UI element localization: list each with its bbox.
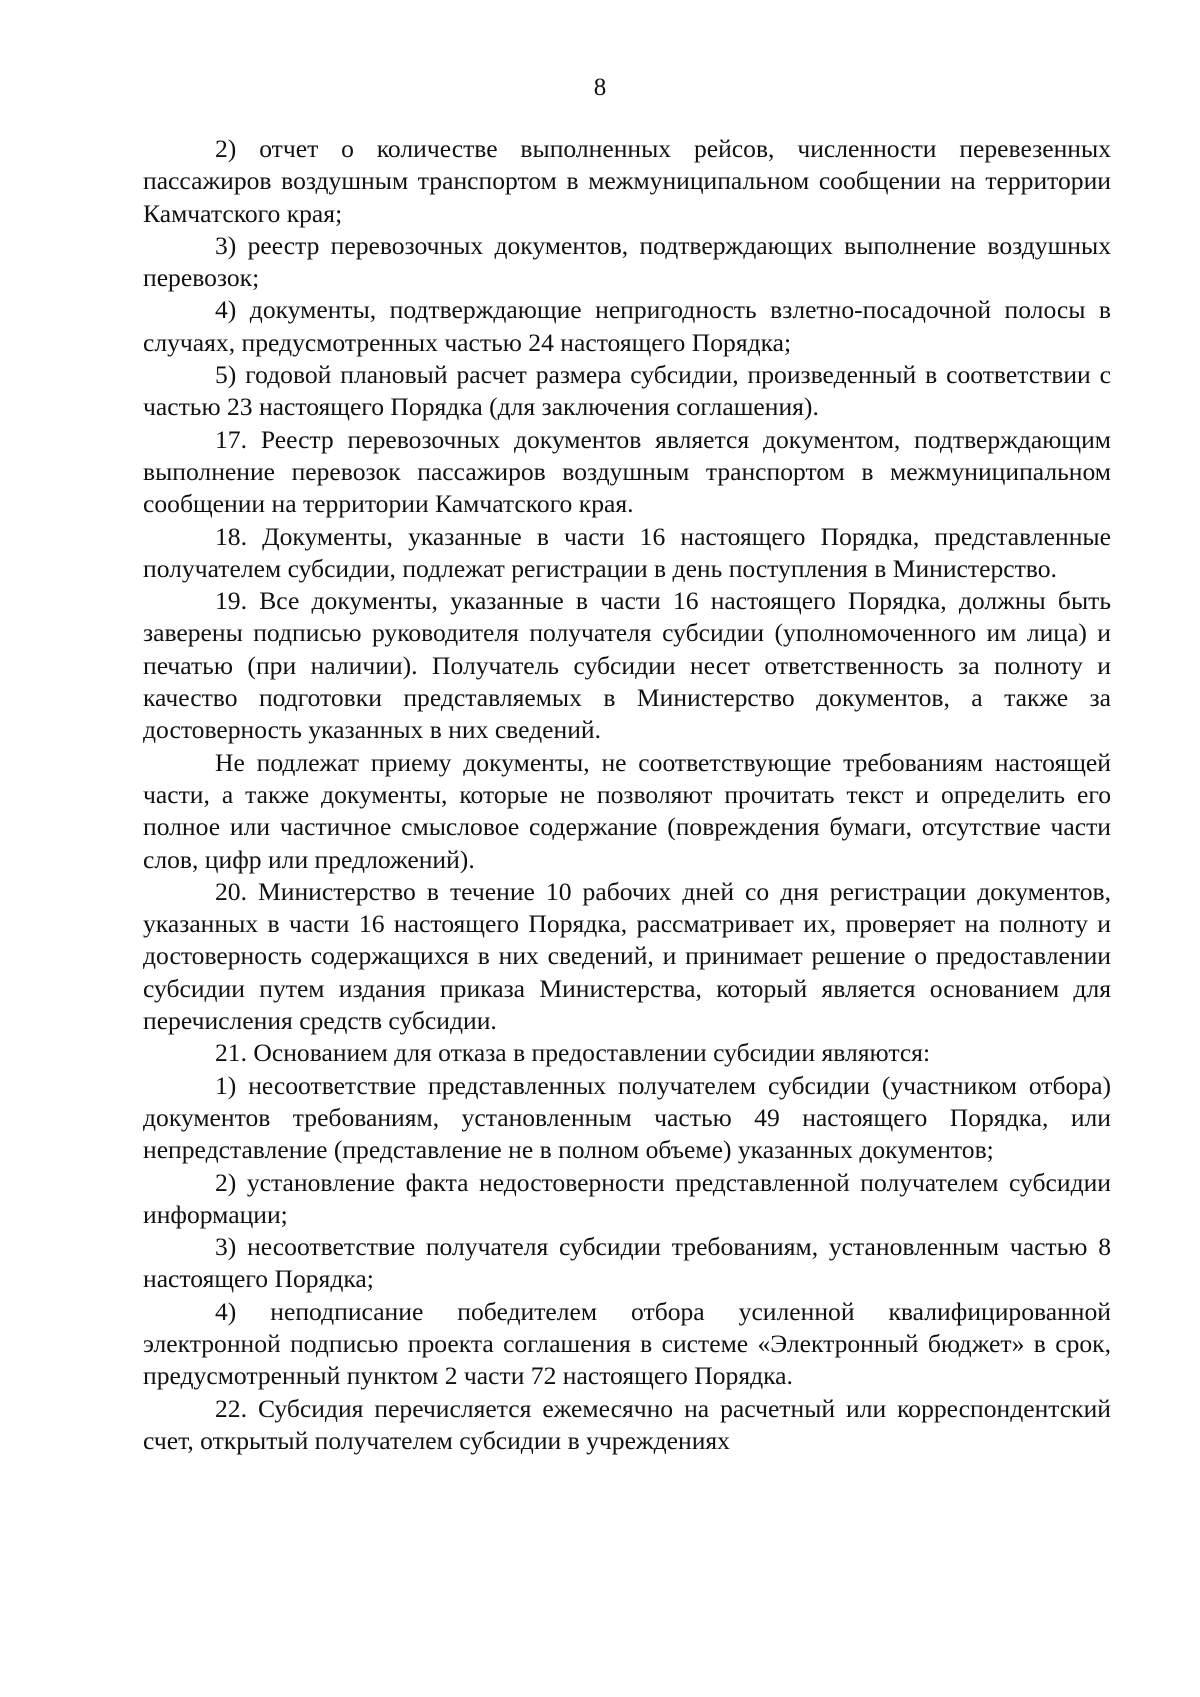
paragraph-19: 19. Все документы, указанные в части 16 настоящего Порядка, должны быть заверены подписью руководителя получателя субсидии (уполномоченного им лица) и печатью (при наличии). Получатель субсидии несет ответственность за полноту и качество подготовки представляемых в Министерство документов, а также за достоверность указанных в них сведений. bbox=[143, 586, 1111, 745]
paragraph-21-item-3: 3) несоответствие получателя субсидии требованиям, установленным частью 8 настоящего Порядка; bbox=[143, 1232, 1111, 1294]
document-body bbox=[143, 133, 1111, 1457]
paragraph-21: 21. Основанием для отказа в предоставлении субсидии являются: bbox=[215, 1038, 931, 1068]
paragraph-item-3: 3) реестр перевозочных документов, подтверждающих выполнение воздушных перевозок; bbox=[143, 230, 1111, 293]
page-number: 8 bbox=[593, 74, 607, 101]
paragraph-20: 20. Министерство в течение 10 рабочих дней со дня регистрации документов, указанных в части 16 настоящего Порядка, рассматривает их, проверяет на полноту и достоверность содержащихся в них сведений, и принимает решение о предоставлении субсидии путем издания приказа Министерства, который является основанием для перечисления средств субсидии. bbox=[143, 876, 1111, 1036]
paragraph-19-continued: Не подлежат приему документы, не соответствующие требованиям настоящей части, а также документы, которые не позволяют прочитать текст и определить его полное или частичное смысловое содержание (повреждения бумаги, отсутствие части слов, цифр или предложений). bbox=[143, 747, 1111, 874]
paragraph-21-item-1: 1) несоответствие представленных получателем субсидии (участником отбора) документов требованиям, установленным частью 49 настоящего Порядка, или непредставление (представление не в полном объеме) указанных документов; bbox=[143, 1070, 1111, 1165]
paragraph-item-4: 4) документы, подтверждающие непригодность взлетно-посадочной полосы в случаях, предусмотренных частью 24 настоящего Порядка; bbox=[143, 295, 1111, 357]
paragraph-18: 18. Документы, указанные в части 16 настоящего Порядка, представленные получателем субсидии, подлежат регистрации в день поступления в Министерство. bbox=[143, 521, 1111, 583]
paragraph-21-item-2: 2) установление факта недостоверности представленной получателем субсидии информации; bbox=[143, 1167, 1111, 1229]
paragraph-item-5: 5) годовой плановый расчет размера субсидии, произведенный в соответствии с частью 23 настоящего Порядка (для заключения соглашения). bbox=[143, 360, 1111, 422]
paragraph-item-2: 2) отчет о количестве выполненных рейсов, численности перевезенных пассажиров воздушным транспортом в межмуниципальном сообщении на территории Камчатского края; bbox=[143, 134, 1111, 228]
paragraph-22: 22. Субсидия перечисляется ежемесячно на расчетный или корреспондентский счет, открытый получателем субсидии в учреждениях bbox=[143, 1393, 1111, 1455]
paragraph-21-item-4: 4) неподписание победителем отбора усиленной квалифицированной электронной подписью проекта соглашения в системе «Электронный бюджет» в срок, предусмотренный пунктом 2 части 72 настоящего Порядка. bbox=[143, 1296, 1111, 1391]
paragraph-17: 17. Реестр перевозочных документов является документом, подтверждающим выполнение перевозок пассажиров воздушным транспортом в межмуниципальном сообщении на территории Камчатского края. bbox=[143, 424, 1111, 519]
